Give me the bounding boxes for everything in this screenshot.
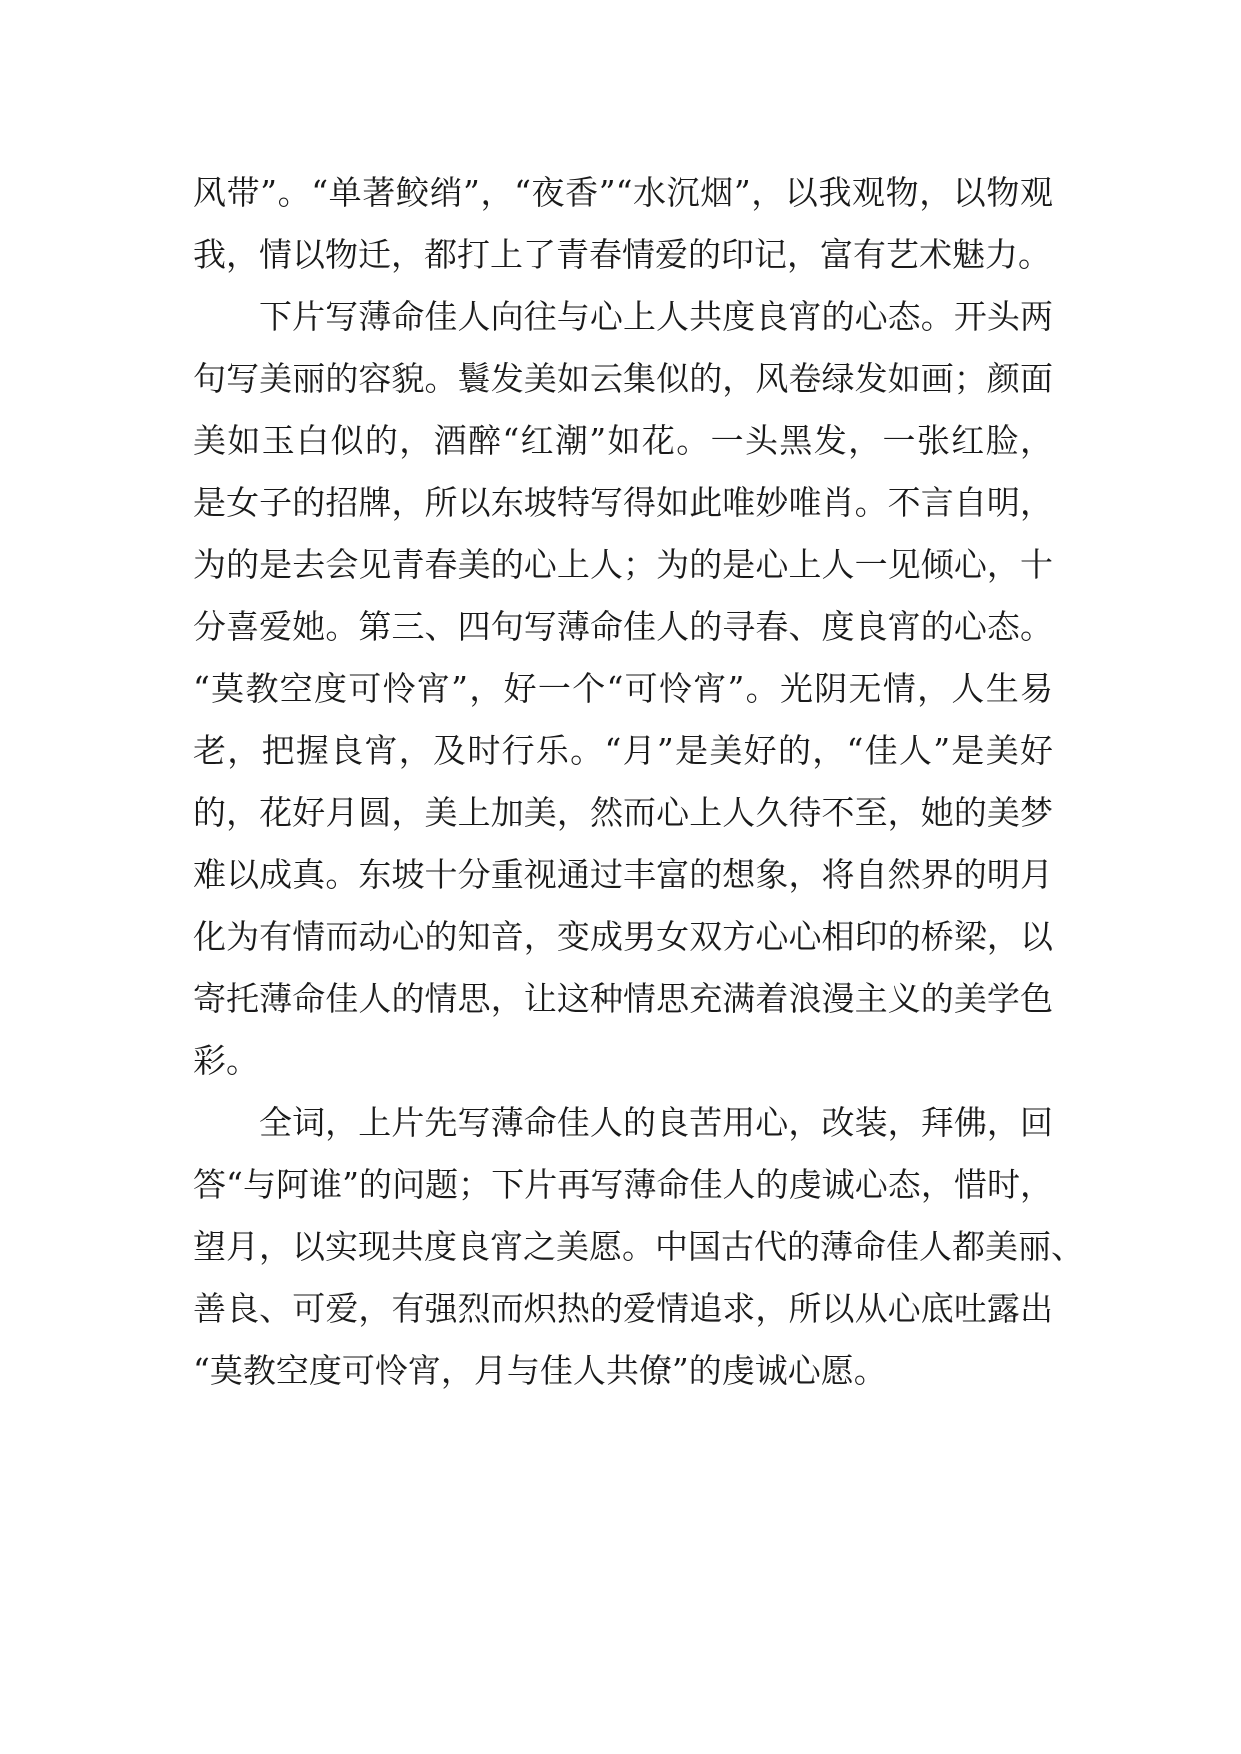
text-line: 善良、可爱，有强烈而炽热的爱情追求，所以从心底吐露出: [193, 1289, 1053, 1328]
text-line: 化为有情而动心的知音，变成男女双方心心相印的桥梁，以: [193, 917, 1053, 956]
text-line: 风带”。“单著鲛绡”，“夜香”“水沉烟”，以我观物，以物观: [193, 173, 1053, 212]
text-line: “莫教空度可怜宵”，好一个“可怜宵”。光阴无情，人生易: [193, 669, 1053, 708]
text-line: 下片写薄命佳人向往与心上人共度良宵的心态。开头两: [259, 297, 1053, 336]
text-line: 我，情以物迁，都打上了青春情爱的印记，富有艺术魅力。: [193, 235, 1051, 274]
text-line: 老，把握良宵，及时行乐。“月”是美好的，“佳人”是美好: [193, 731, 1053, 770]
text-line: “莫教空度可怜宵，月与佳人共僚”的虔诚心愿。: [193, 1351, 887, 1390]
text-line: 寄托薄命佳人的情思，让这种情思充满着浪漫主义的美学色: [193, 979, 1053, 1018]
text-line: 望月，以实现共度良宵之美愿。中国古代的薄命佳人都美丽、: [193, 1227, 1084, 1266]
text-line: 的，花好月圆，美上加美，然而心上人久待不至，她的美梦: [193, 793, 1053, 832]
text-line: 美如玉白似的，酒醉“红潮”如花。一头黑发，一张红脸，: [193, 421, 1053, 460]
text-line: 是女子的招牌，所以东坡特写得如此唯妙唯肖。不言自明，: [193, 483, 1053, 522]
text-line: 答“与阿谁”的问题；下片再写薄命佳人的虔诚心态，惜时，: [193, 1165, 1053, 1204]
text-line: 彩。: [193, 1041, 259, 1080]
text-line: 全词，上片先写薄命佳人的良苦用心，改装，拜佛，回: [259, 1103, 1053, 1142]
text-line: 分喜爱她。第三、四句写薄命佳人的寻春、度良宵的心态。: [193, 607, 1053, 646]
body-text: [193, 162, 1084, 1402]
text-line: 为的是去会见青春美的心上人；为的是心上人一见倾心，十: [193, 545, 1053, 584]
text-line: 难以成真。东坡十分重视通过丰富的想象，将自然界的明月: [193, 855, 1053, 894]
text-line: 句写美丽的容貌。鬟发美如云集似的，风卷绿发如画；颜面: [193, 359, 1053, 398]
